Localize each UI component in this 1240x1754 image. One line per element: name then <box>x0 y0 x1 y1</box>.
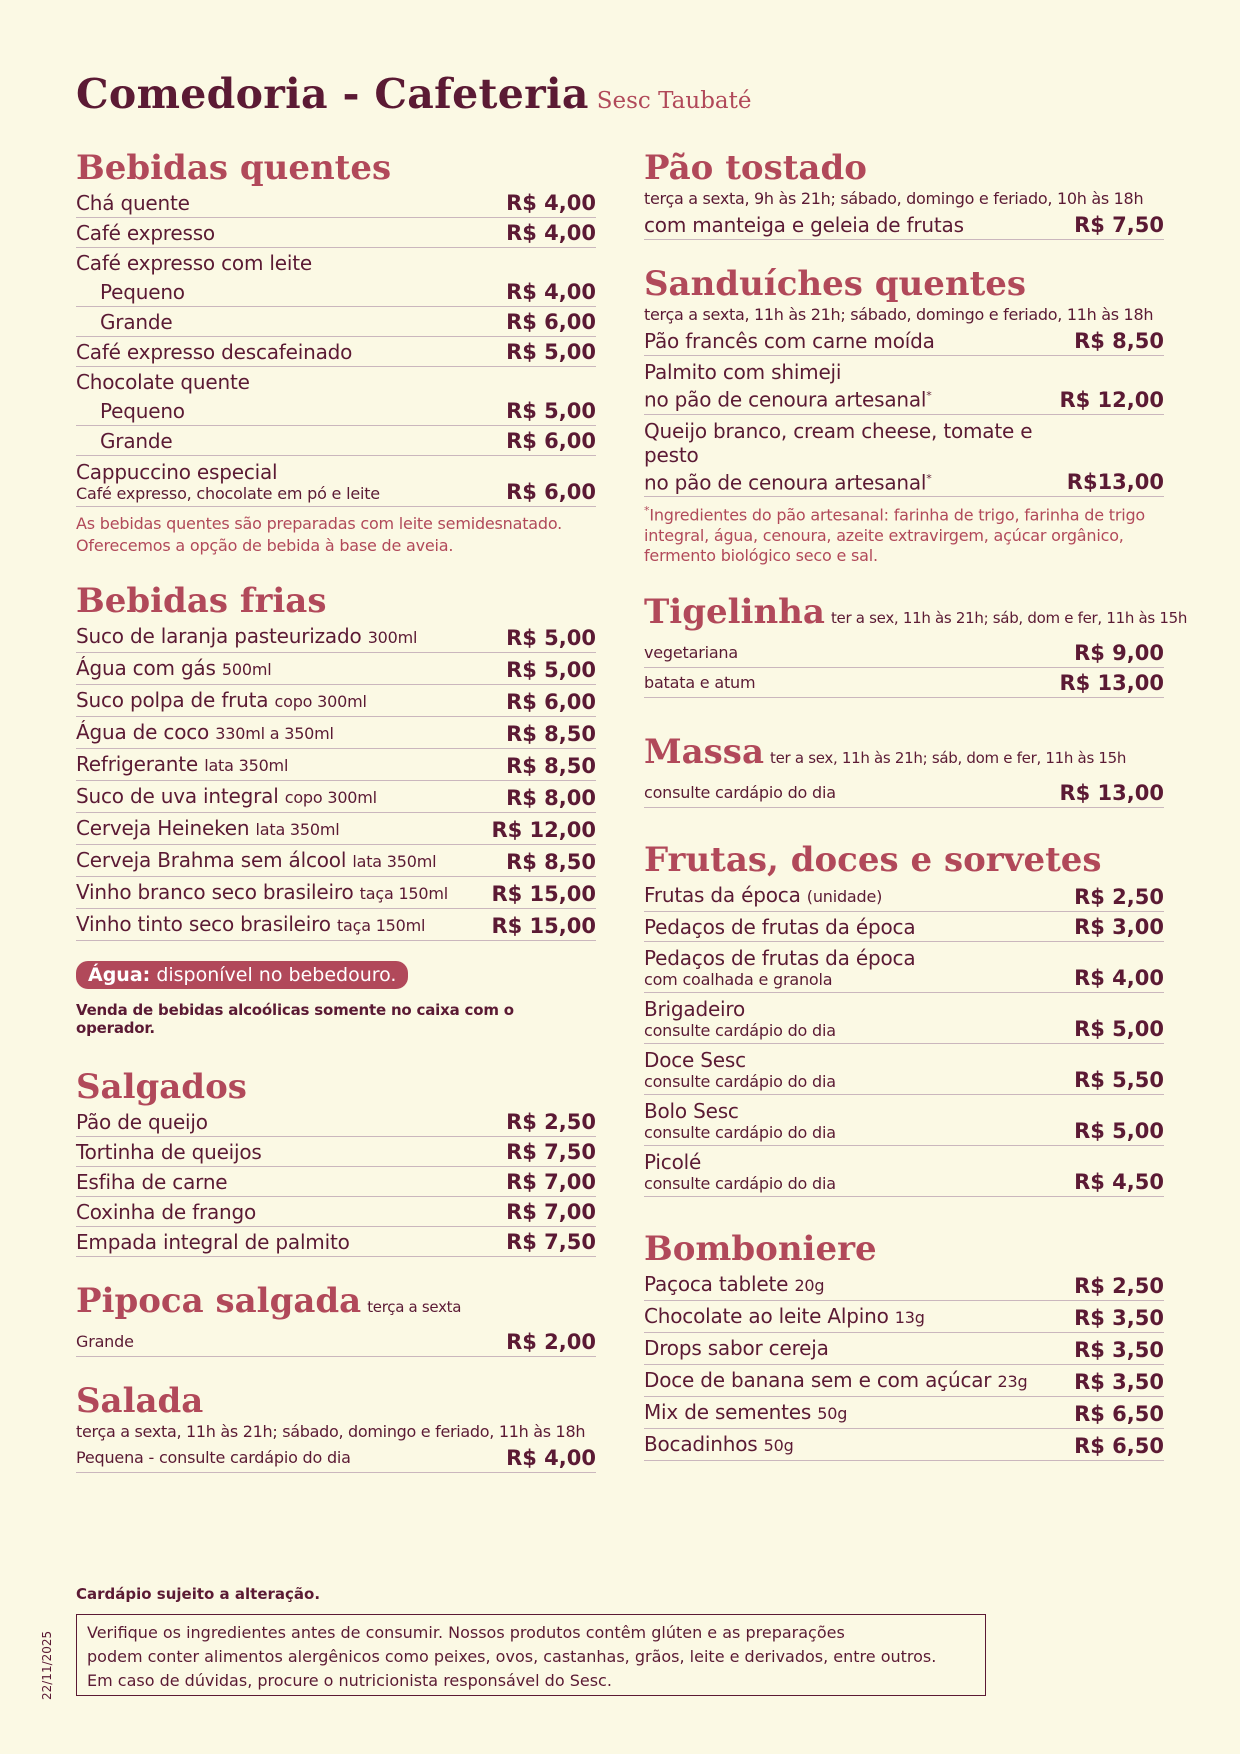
menu-item <box>644 942 1164 993</box>
title-main: Comedoria - Cafeteria <box>76 70 589 118</box>
menu-item <box>76 277 596 307</box>
item-name <box>644 1400 847 1426</box>
item-name-text: Vinho branco seco brasileiro <box>76 880 354 904</box>
item-price: R$ 5,50 <box>1074 1067 1164 1092</box>
bread-footnote <box>644 501 1164 565</box>
section-heading: Frutas, doces e sorvetes <box>644 839 1102 880</box>
item-size: lata 350ml <box>352 852 437 871</box>
item-name: Grande <box>100 310 173 334</box>
item-price: R$ 2,50 <box>1074 1273 1164 1298</box>
item-name-text: Cerveja Brahma sem álcool <box>76 848 347 872</box>
item-price: R$ 13,00 <box>1059 670 1164 695</box>
item-name: Coxinha de frango <box>76 1200 257 1224</box>
section-salgados <box>76 1067 596 1257</box>
item-name <box>76 752 288 778</box>
print-date: 22/11/2025 <box>40 1630 54 1700</box>
item-name <box>644 419 1067 495</box>
item-name-text: Doce Sesc <box>644 1047 746 1072</box>
item-name-text: Bolo Sesc <box>644 1098 739 1123</box>
item-name: Café expresso com leite <box>76 251 312 275</box>
item-name: Chocolate quente <box>76 370 250 394</box>
item-price: R$ 6,00 <box>506 480 596 504</box>
notice-line: podem conter alimentos alergênicos como peixes, ovos, castanhas, grãos, leite e derivados, entre outros. <box>87 1647 937 1666</box>
item-name <box>76 720 334 746</box>
menu-item <box>76 1227 596 1257</box>
menu-item <box>76 621 596 653</box>
menu-item <box>76 717 596 749</box>
section-frutas <box>644 840 1164 1197</box>
item-size: taça 150ml <box>336 916 426 935</box>
section-massa <box>644 732 1164 808</box>
section-bebidas-frias <box>76 581 596 1037</box>
menu-item <box>76 396 596 426</box>
item-price: R$ 5,00 <box>506 340 596 364</box>
menu-item <box>76 1327 596 1357</box>
menu-item <box>644 993 1164 1044</box>
menu-item <box>644 210 1164 240</box>
item-size: 50g <box>817 1403 848 1423</box>
item-name-line2: no pão de cenoura artesanal <box>644 470 927 495</box>
item-price: R$ 6,00 <box>506 310 596 334</box>
title-sub: Sesc Taubaté <box>596 88 752 114</box>
menu-item <box>644 1095 1164 1146</box>
menu-item <box>76 653 596 685</box>
menu-item <box>644 778 1164 808</box>
menu-item <box>644 1333 1164 1365</box>
item-name-text: Brigadeiro <box>644 996 746 1021</box>
right-column <box>644 148 1188 1461</box>
menu-item <box>76 248 596 277</box>
item-name: Pequeno <box>100 280 185 304</box>
item-size: 500ml <box>221 660 272 679</box>
item-name-text: Chocolate ao leite Alpino <box>644 1303 889 1328</box>
item-name: Tortinha de queijos <box>76 1140 262 1164</box>
section-sanduiches <box>644 264 1164 566</box>
alcohol-note: Venda de bebidas alcoólicas somente no caixa com o operador. <box>76 1001 514 1037</box>
note-line: Oferecemos a opção de bebida à base de aveia. <box>76 536 454 555</box>
item-detail: consulte cardápio do dia <box>644 1020 836 1040</box>
item-price: R$ 5,00 <box>506 399 596 423</box>
item-name-text: Suco de uva integral <box>76 784 279 808</box>
footnote-line: integral, água, cenoura, azeite extravirgem, açúcar orgânico, <box>644 525 1124 545</box>
section-heading: Salada <box>76 1381 204 1421</box>
item-price: R$ 7,00 <box>506 1170 596 1194</box>
footnote-line <box>644 501 1164 525</box>
allergen-notice <box>76 1614 986 1696</box>
item-price: R$ 13,00 <box>1059 780 1164 805</box>
item-name: Pequena - consulte cardápio do dia <box>76 1448 351 1467</box>
item-price: R$ 8,00 <box>506 786 596 810</box>
item-name <box>76 784 377 810</box>
item-price: R$ 7,50 <box>1074 213 1164 237</box>
asterisk: * <box>926 471 932 485</box>
item-price: R$ 2,50 <box>506 1110 596 1134</box>
item-name <box>76 848 436 874</box>
item-name-text: Refrigerante <box>76 752 199 776</box>
item-size: 23g <box>997 1371 1028 1391</box>
item-name: Pão francês com carne moída <box>644 329 935 353</box>
item-price: R$ 7,50 <box>506 1230 596 1254</box>
item-size: taça 150ml <box>359 884 449 903</box>
item-price: R$ 9,00 <box>1074 640 1164 665</box>
section-heading-text: Pipoca salgada <box>76 1281 362 1321</box>
item-name-text: Frutas da época <box>644 882 801 907</box>
section-schedule: terça a sexta <box>367 1298 462 1316</box>
asterisk: * <box>926 389 932 402</box>
item-price: R$ 8,50 <box>506 722 596 746</box>
item-name <box>644 1099 836 1143</box>
item-price: R$ 4,00 <box>506 280 596 304</box>
item-name <box>644 883 882 909</box>
item-name-text: Picolé <box>644 1149 702 1174</box>
menu-item <box>644 356 1164 415</box>
item-price: R$ 4,00 <box>506 191 596 215</box>
item-name: com manteiga e geleia de frutas <box>644 213 964 237</box>
item-name <box>76 912 425 938</box>
item-price: R$ 6,50 <box>1074 1401 1164 1426</box>
item-name <box>76 460 380 504</box>
section-schedule: ter a sex, 11h às 21h; sáb, dom e fer, 11h às 15h <box>769 748 1127 767</box>
section-heading: Pão tostado <box>644 148 867 188</box>
menu-item <box>644 912 1164 942</box>
item-name-text: Vinho tinto seco brasileiro <box>76 912 331 936</box>
water-label: Água: <box>88 964 151 986</box>
item-price: R$ 6,00 <box>506 690 596 714</box>
item-size: 300ml <box>367 628 418 647</box>
item-name <box>644 1336 829 1362</box>
item-price: R$ 8,50 <box>1074 329 1164 353</box>
section-heading <box>644 732 1164 778</box>
menu-item <box>76 813 596 845</box>
menu-item <box>76 1107 596 1137</box>
item-price: R$ 6,00 <box>506 429 596 453</box>
item-name: Empada integral de palmito <box>76 1230 350 1254</box>
section-heading <box>644 591 1188 638</box>
item-name: Café expresso <box>76 221 215 245</box>
item-name-text: Paçoca tablete <box>644 1271 789 1296</box>
item-size: 20g <box>794 1275 825 1295</box>
menu-item <box>76 426 596 456</box>
section-heading <box>76 1281 596 1327</box>
item-name <box>76 624 417 650</box>
item-name-text: Mix de sementes <box>644 1399 812 1424</box>
item-price: R$ 3,50 <box>1074 1305 1164 1330</box>
menu-item <box>644 1146 1164 1197</box>
item-price: R$ 3,50 <box>1074 1369 1164 1394</box>
section-salada <box>76 1381 596 1473</box>
section-heading-text: Massa <box>644 731 764 772</box>
item-name: Pequeno <box>100 399 185 423</box>
menu-item <box>76 877 596 909</box>
item-name: batata e atum <box>644 672 756 692</box>
item-name <box>644 1304 925 1330</box>
item-detail: Café expresso, chocolate em pó e leite <box>76 484 380 503</box>
item-size: lata 350ml <box>255 820 340 839</box>
item-name-text: Drops sabor cereja <box>644 1335 829 1360</box>
item-price: R$13,00 <box>1066 470 1164 495</box>
left-column <box>76 148 596 1473</box>
item-size: copo 300ml <box>284 788 377 807</box>
menu-item <box>644 880 1164 912</box>
menu-item <box>76 218 596 248</box>
footnote-line: fermento biológico seco e sal. <box>644 545 878 565</box>
menu-item <box>644 326 1164 356</box>
item-name-text: Suco de laranja pasteurizado <box>76 624 362 648</box>
menu-item <box>76 685 596 717</box>
section-heading-text: Tigelinha <box>644 591 825 632</box>
section-schedule: terça a sexta, 9h às 21h; sábado, domingo e feriado, 10h às 18h <box>644 189 1144 208</box>
section-tigelinha <box>644 591 1188 698</box>
menu-item <box>76 1197 596 1227</box>
item-name-text: Bocadinhos <box>644 1431 758 1456</box>
item-price: R$ 12,00 <box>491 818 596 842</box>
section-heading: Bebidas quentes <box>76 148 392 188</box>
footnote-text: Ingredientes do pão artesanal: farinha de trigo, farinha de trigo <box>649 505 1145 525</box>
item-size: 50g <box>763 1435 794 1455</box>
section-heading: Salgados <box>76 1067 247 1107</box>
item-detail: consulte cardápio do dia <box>644 1122 836 1142</box>
section-schedule: terça a sexta, 11h às 21h; sábado, domingo e feriado, 11h às 18h <box>644 305 1154 324</box>
item-detail: consulte cardápio do dia <box>644 1071 836 1091</box>
section-pipoca <box>76 1281 596 1357</box>
item-name-text: Água de coco <box>76 720 210 744</box>
item-name: Café expresso descafeinado <box>76 340 353 364</box>
menu-item <box>76 307 596 337</box>
item-name <box>76 656 271 682</box>
menu-item <box>76 845 596 877</box>
item-price: R$ 5,00 <box>1074 1118 1164 1143</box>
item-name: Pão de queijo <box>76 1110 208 1134</box>
item-name <box>644 997 836 1041</box>
item-price: R$ 4,50 <box>1074 1169 1164 1194</box>
menu-item <box>644 1301 1164 1333</box>
item-name-text: Suco polpa de fruta <box>76 688 269 712</box>
item-name <box>76 880 448 906</box>
item-name <box>644 946 915 990</box>
item-detail: com coalhada e granola <box>644 969 833 989</box>
item-price: R$ 4,00 <box>506 221 596 245</box>
item-name: Esfiha de carne <box>76 1170 228 1194</box>
item-name: Pedaços de frutas da época <box>644 914 916 939</box>
item-name-line1: Palmito com shimeji <box>644 360 842 384</box>
item-price: R$ 4,00 <box>506 1446 596 1470</box>
water-badge <box>76 961 408 989</box>
item-price: R$ 15,00 <box>491 882 596 906</box>
item-price: R$ 6,50 <box>1074 1433 1164 1458</box>
item-name <box>644 1368 1027 1394</box>
item-name <box>644 1432 794 1458</box>
item-price: R$ 12,00 <box>1059 387 1164 412</box>
menu-item <box>76 781 596 813</box>
section-schedule: terça a sexta, 11h às 21h; sábado, domingo e feriado, 11h às 18h <box>76 1422 586 1441</box>
menu-item <box>76 188 596 218</box>
menu-item <box>76 1167 596 1197</box>
menu-item <box>644 638 1164 668</box>
item-size: copo 300ml <box>274 692 367 711</box>
hot-drinks-note <box>76 513 596 557</box>
item-price: R$ 8,50 <box>506 850 596 874</box>
menu-item <box>644 415 1164 498</box>
menu-item <box>76 749 596 781</box>
menu-item <box>76 1137 596 1167</box>
item-name: Grande <box>100 429 173 453</box>
item-price: R$ 5,00 <box>1074 1016 1164 1041</box>
item-price: R$ 3,50 <box>1074 1337 1164 1362</box>
item-name <box>644 1150 836 1194</box>
section-heading: Sanduíches quentes <box>644 264 1027 304</box>
item-name <box>644 1272 824 1298</box>
section-heading: Bebidas frias <box>76 581 327 621</box>
menu-item <box>76 456 596 507</box>
section-bomboniere <box>644 1229 1164 1461</box>
item-name: Grande <box>76 1332 134 1351</box>
item-price: R$ 2,50 <box>1074 884 1164 909</box>
menu-item <box>644 1365 1164 1397</box>
menu-item <box>76 367 596 396</box>
item-price: R$ 7,50 <box>506 1140 596 1164</box>
menu-item <box>644 1044 1164 1095</box>
water-badge-wrap <box>76 961 596 989</box>
item-name: Chá quente <box>76 191 190 215</box>
item-size: 330ml a 350ml <box>215 724 334 743</box>
item-name-line2: no pão de cenoura artesanal <box>644 387 927 412</box>
item-price: R$ 15,00 <box>491 914 596 938</box>
section-bebidas-quentes <box>76 148 596 557</box>
notice-line: Em caso de dúvidas, procure o nutricionista responsável do Sesc. <box>87 1671 612 1690</box>
menu-change-note: Cardápio sujeito a alteração. <box>76 1585 321 1603</box>
item-price: R$ 5,00 <box>506 658 596 682</box>
menu-item <box>644 1429 1164 1461</box>
section-heading: Bomboniere <box>644 1228 877 1269</box>
page-title <box>76 70 752 118</box>
item-price: R$ 5,00 <box>506 626 596 650</box>
menu-item <box>644 1269 1164 1301</box>
menu-item <box>76 337 596 367</box>
item-detail: consulte cardápio do dia <box>644 1173 836 1193</box>
item-price: R$ 8,50 <box>506 754 596 778</box>
menu-item <box>644 668 1164 698</box>
asterisk: * <box>644 504 650 518</box>
item-name-text: Cappuccino especial <box>76 460 278 484</box>
item-price: R$ 3,00 <box>1074 914 1164 939</box>
item-price: R$ 4,00 <box>1074 965 1164 990</box>
note-line: As bebidas quentes são preparadas com leite semidesnatado. <box>76 514 563 533</box>
menu-item <box>76 909 596 941</box>
item-size: lata 350ml <box>204 756 289 775</box>
notice-line: Verifique os ingredientes antes de consumir. Nossos produtos contêm glúten e as preparações <box>87 1623 845 1642</box>
item-name-text: Doce de banana sem e com açúcar <box>644 1367 992 1392</box>
item-name <box>644 1048 836 1092</box>
item-name: consulte cardápio do dia <box>644 782 836 802</box>
section-pao-tostado <box>644 148 1164 240</box>
item-size: (unidade) <box>806 886 883 906</box>
menu-item <box>644 1397 1164 1429</box>
item-size: 13g <box>894 1307 925 1327</box>
item-price: R$ 7,00 <box>506 1200 596 1224</box>
menu-item <box>76 1443 596 1473</box>
item-name <box>76 816 340 842</box>
item-name-text: Água com gás <box>76 656 216 680</box>
item-price: R$ 2,00 <box>506 1330 596 1354</box>
item-name-text: Cerveja Heineken <box>76 816 250 840</box>
item-name-line1: Queijo branco, cream cheese, tomate e pesto <box>644 418 1033 467</box>
item-name <box>76 688 367 714</box>
section-schedule: ter a sex, 11h às 21h; sáb, dom e fer, 11h às 15h <box>830 608 1188 627</box>
item-name <box>644 360 932 412</box>
item-name: vegetariana <box>644 642 738 662</box>
item-name-text: Pedaços de frutas da época <box>644 945 916 970</box>
water-text: disponível no bebedouro. <box>156 964 397 986</box>
